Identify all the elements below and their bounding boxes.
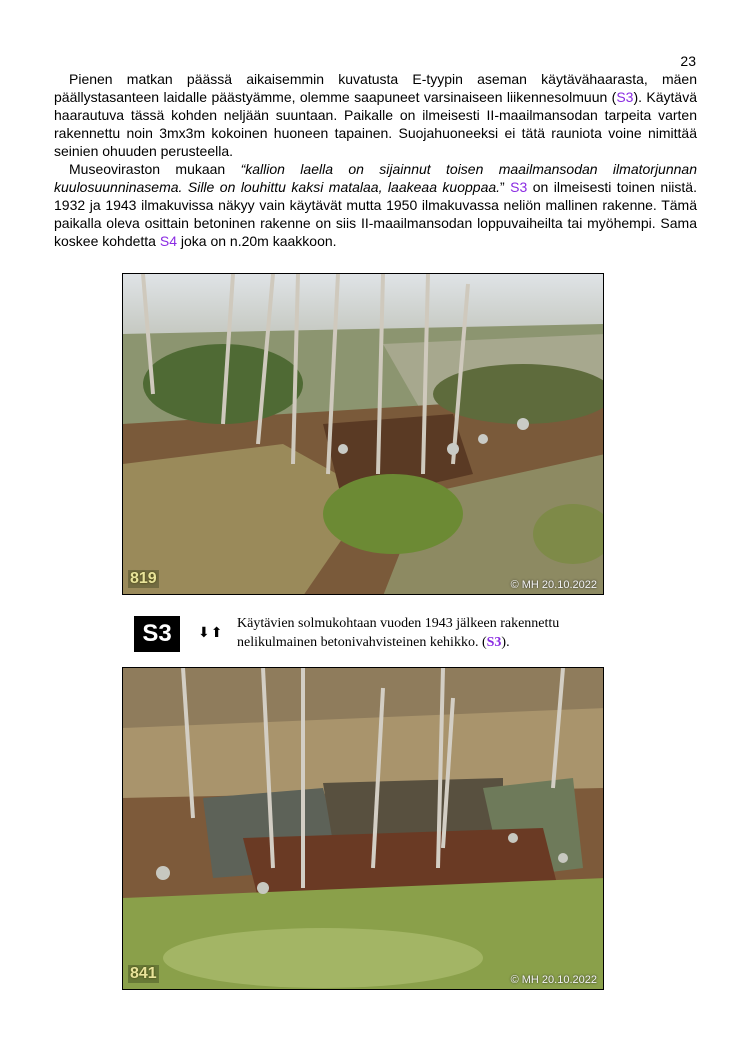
forest-ruin-photo (123, 274, 604, 595)
photo-819 (122, 273, 604, 595)
site-reference: S4 (159, 233, 177, 249)
photo-number: 841 (130, 965, 157, 982)
body-text (54, 70, 697, 250)
paragraph-1: Pienen matkan päässä aikaisemmin kuvatusta E-tyypin aseman käytävähaarasta, mäen päällystasanteen laidalle päästyämme, olemme saapuneet varsinaiseen liikennesolmuun (S3). Käytävä haarautuva tässä kohden neljään suuntaan. Paikalle on ilmeisesti II-maailmansodan tarpeita varten rakennettu noin 3mx3m kokoinen huoneen tapainen. Suojahuoneeksi ei tätä rauniota voine nimittää seinien ohuuden perusteella. (54, 71, 698, 159)
photo-credit: © MH 20.10.2022 (510, 579, 597, 591)
site-badge: S3 (134, 616, 180, 652)
concrete-frame-photo (123, 668, 604, 990)
photo-credit: © MH 20.10.2022 (510, 974, 597, 986)
photo-caption: Käytävien solmukohtaan vuoden 1943 jälkeen rakennettu nelikulmainen betonivahvisteinen kehikko. (S3). (237, 616, 560, 650)
page-number: 23 (680, 53, 696, 69)
site-reference: S3 (510, 179, 528, 195)
paragraph-2: Museoviraston mukaan “kallion laella on sijainnut toisen maailmansodan ilmatorjunnan kuulosuunninasema. Sille on louhittu kaksi matalaa, laakeaa kuoppaa.” S3 on ilmeisesti toinen niistä. 1932 ja 1943 ilmakuvissa näkyy vain käytävät mutta 1950 ilmakuvassa neliön mallinen rakenne. Tämä paikalla oleva osittain betoninen rakenne on siis II-maailmansodan loppuvaiheilta tai myöhempi. Sama koskee kohdetta S4 joka on n.20m kaakkoon. (54, 161, 697, 249)
photo-841 (122, 667, 604, 990)
site-reference: S3 (616, 89, 634, 105)
up-down-arrows-icon: ⬇⬆ (198, 624, 224, 640)
museum-quote: “kallion laella on sijainnut toisen maailmansodan ilmatorjunnan kuulosuunninasema. Sille on louhittu kaksi matalaa, laakeaa kuoppaa. (54, 161, 697, 195)
site-reference: S3 (486, 635, 502, 650)
photo-number: 819 (130, 570, 157, 587)
